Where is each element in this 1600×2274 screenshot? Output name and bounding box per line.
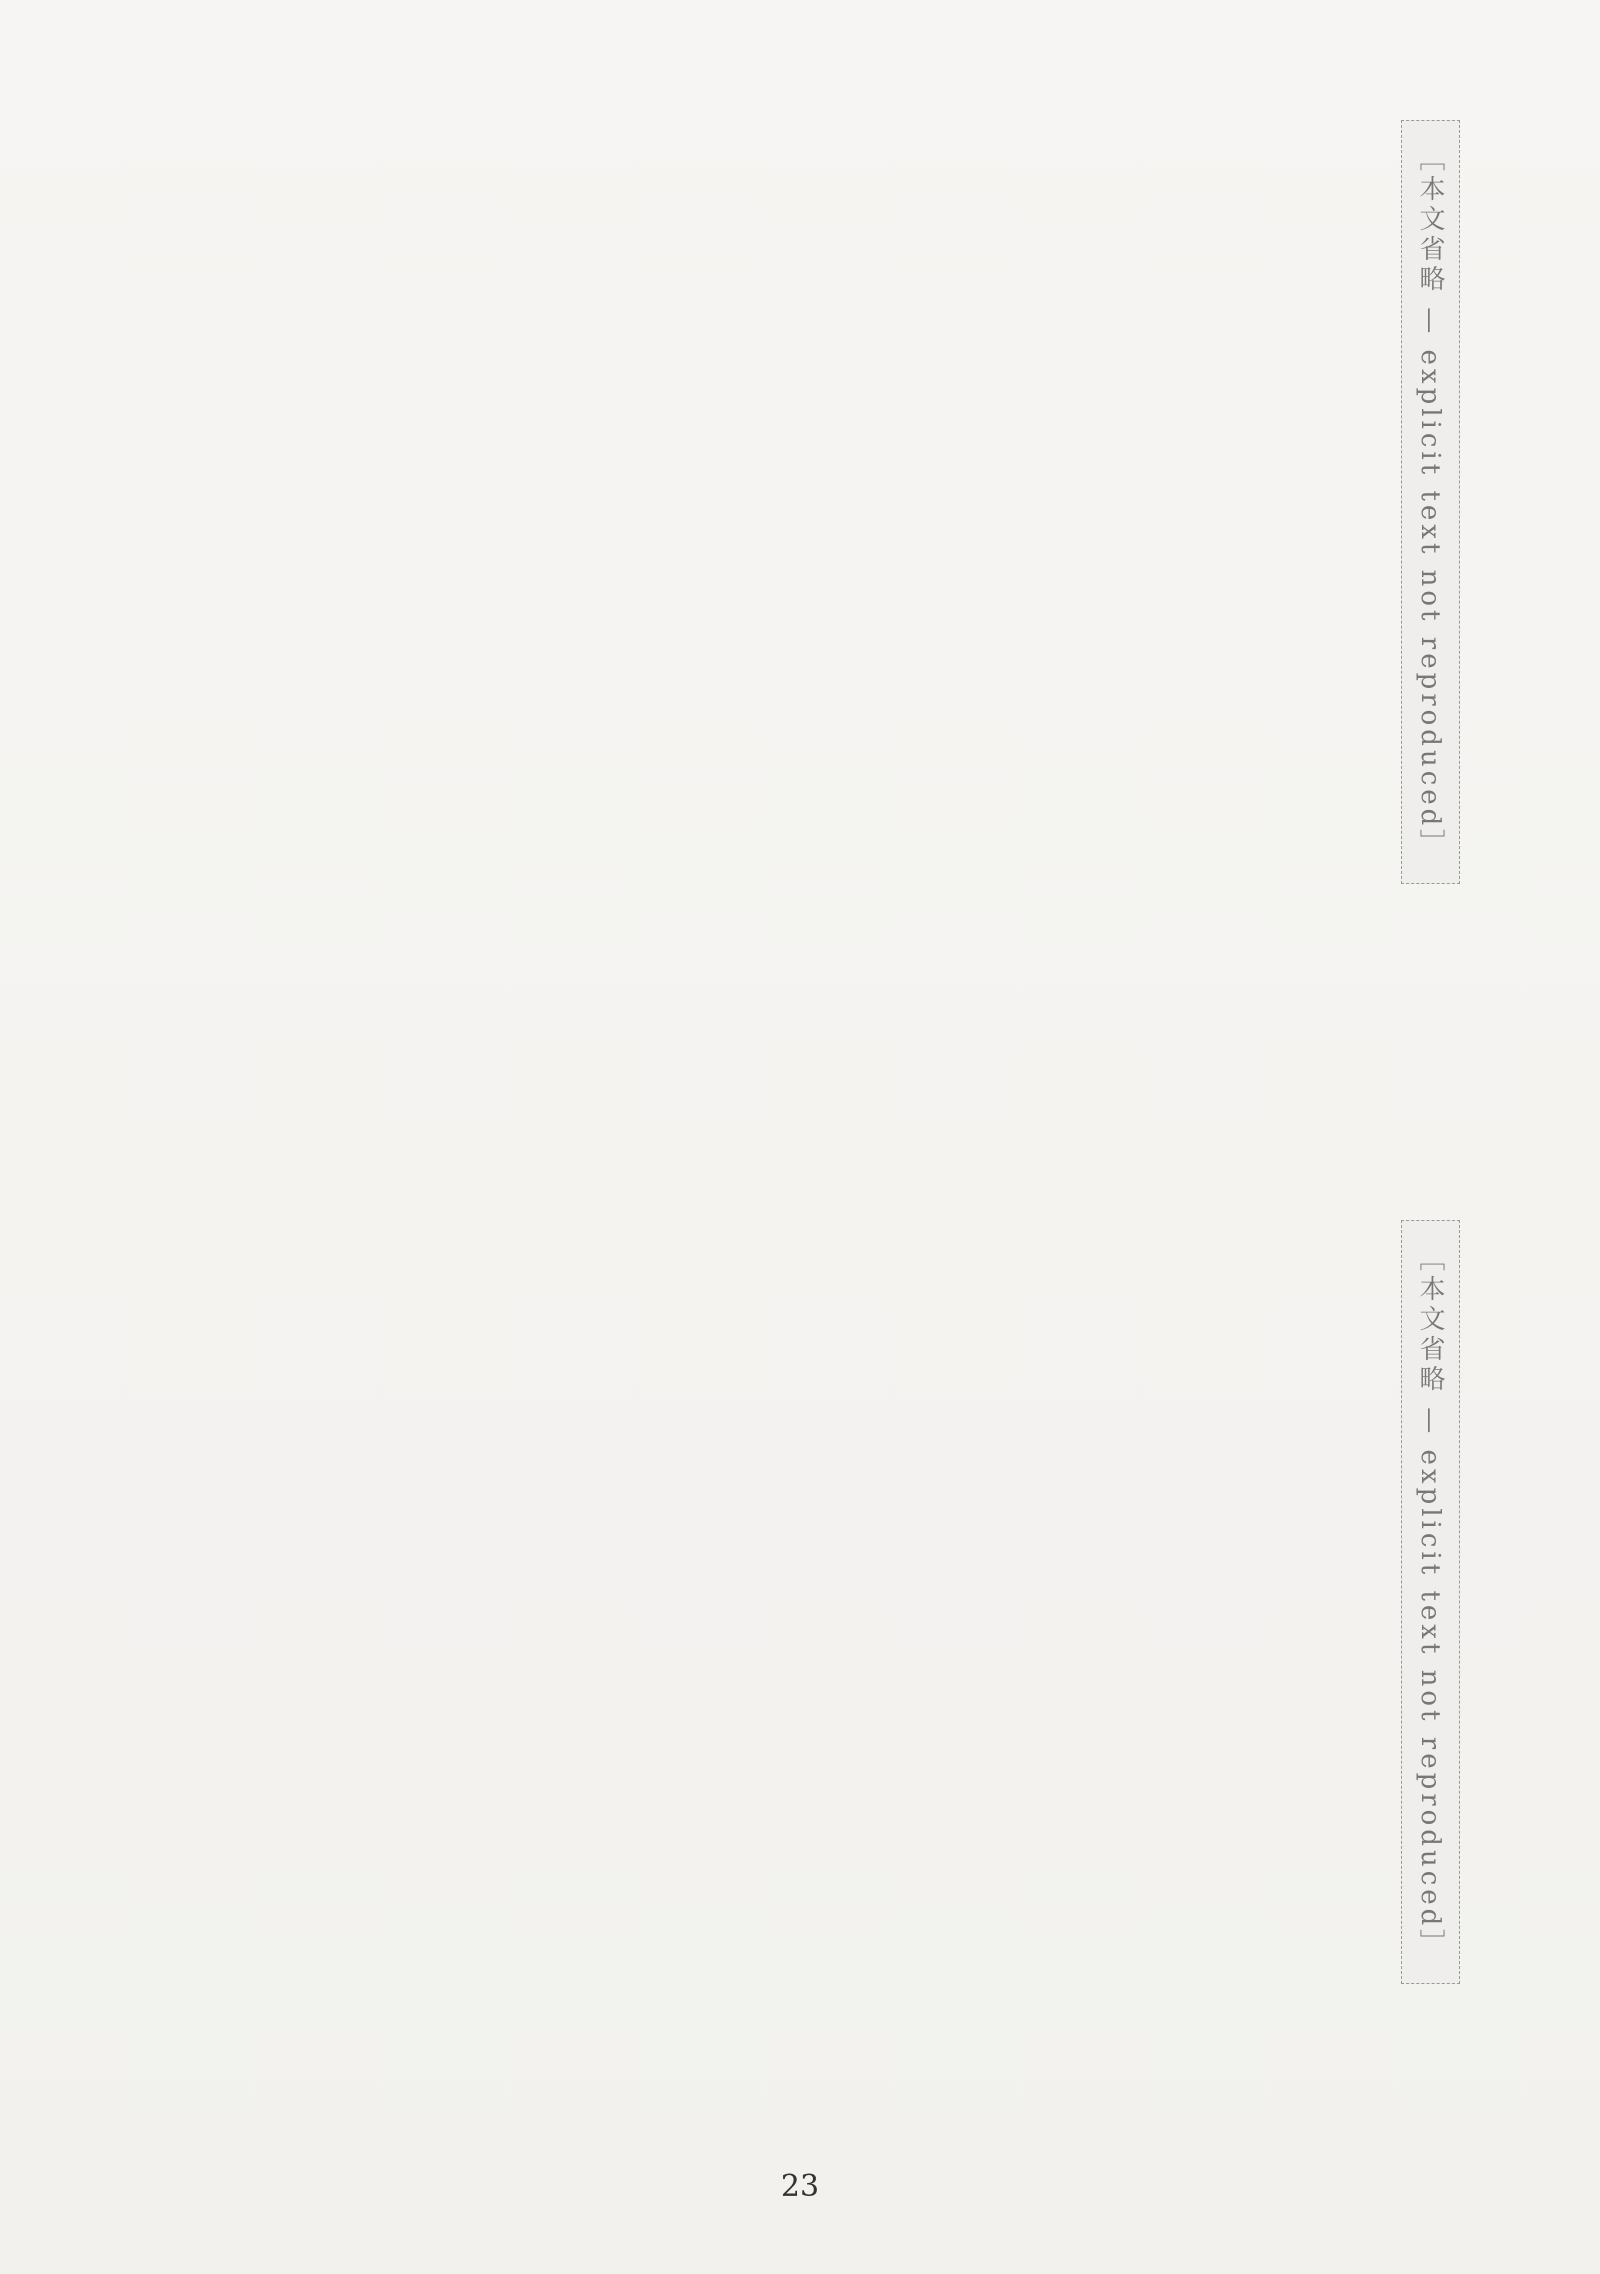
text-block-top	[140, 120, 1460, 1120]
omitted-text-placeholder: ［本文省略 — explicit text not reproduced］	[1401, 1220, 1460, 1984]
page-number: 23	[780, 2169, 820, 2204]
text-block-bottom	[140, 1220, 1460, 2120]
omitted-text-placeholder: ［本文省略 — explicit text not reproduced］	[1401, 120, 1460, 884]
